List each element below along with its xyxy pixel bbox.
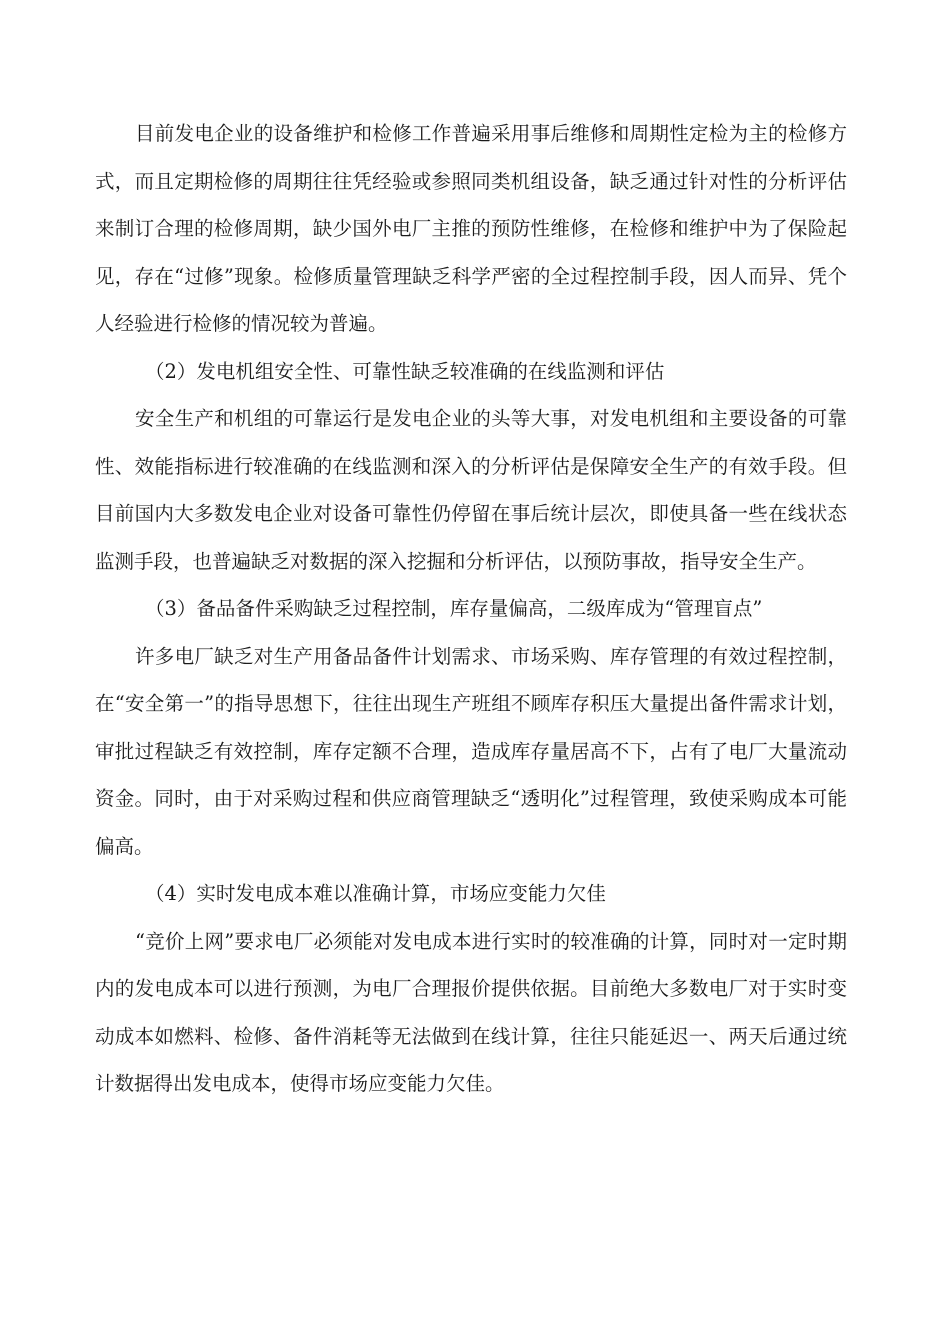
document-body bbox=[95, 110, 847, 1108]
paragraph-generation-cost: “竞价上网”要求电厂必须能对发电成本进行实时的较准确的计算，同时对一定时期内的发电成本可以进行预测，为电厂合理报价提供依据。目前绝大多数电厂对于实时变动成本如燃料、检修、备件消耗等无法做到在线计算，往往只能延迟一、两天后通过统计数据得出发电成本，使得市场应变能力欠佳。 bbox=[95, 929, 847, 1095]
heading-spare-parts-procurement: （3）备品备件采购缺乏过程控制，库存量偏高，二级库成为“管理盲点” bbox=[145, 597, 763, 620]
paragraph-reliability-monitoring: 安全生产和机组的可靠运行是发电企业的头等大事，对发电机组和主要设备的可靠性、效能指标进行较准确的在线监测和深入的分析评估是保障安全生产的有效手段。但目前国内大多数发电企业对设备可靠性仍停留在事后统计层次，即使具备一些在线状态监测手段，也普遍缺乏对数据的深入挖掘和分析评估，以预防事故，指导安全生产。 bbox=[95, 407, 847, 573]
heading-generation-cost: （4）实时发电成本难以准确计算，市场应变能力欠佳 bbox=[145, 882, 606, 905]
paragraph-maintenance-status: 目前发电企业的设备维护和检修工作普遍采用事后维修和周期性定检为主的检修方式，而且定期检修的周期往往凭经验或参照同类机组设备，缺乏通过针对性的分析评估来制订合理的检修周期，缺少国外电厂主推的预防性维修，在检修和维护中为了保险起见，存在“过修”现象。检修质量管理缺乏科学严密的全过程控制手段，因人而异、凭个人经验进行检修的情况较为普遍。 bbox=[95, 122, 847, 335]
paragraph-spare-parts-procurement: 许多电厂缺乏对生产用备品备件计划需求、市场采购、库存管理的有效过程控制，在“安全第一”的指导思想下，往往出现生产班组不顾库存积压大量提出备件需求计划，审批过程缺乏有效控制，库存定额不合理，造成库存量居高不下，占有了电厂大量流动资金。同时，由于对采购过程和供应商管理缺乏“透明化”过程管理，致使采购成本可能偏高。 bbox=[95, 644, 847, 858]
heading-reliability-monitoring: （2）发电机组安全性、可靠性缺乏较准确的在线监测和评估 bbox=[145, 359, 665, 383]
